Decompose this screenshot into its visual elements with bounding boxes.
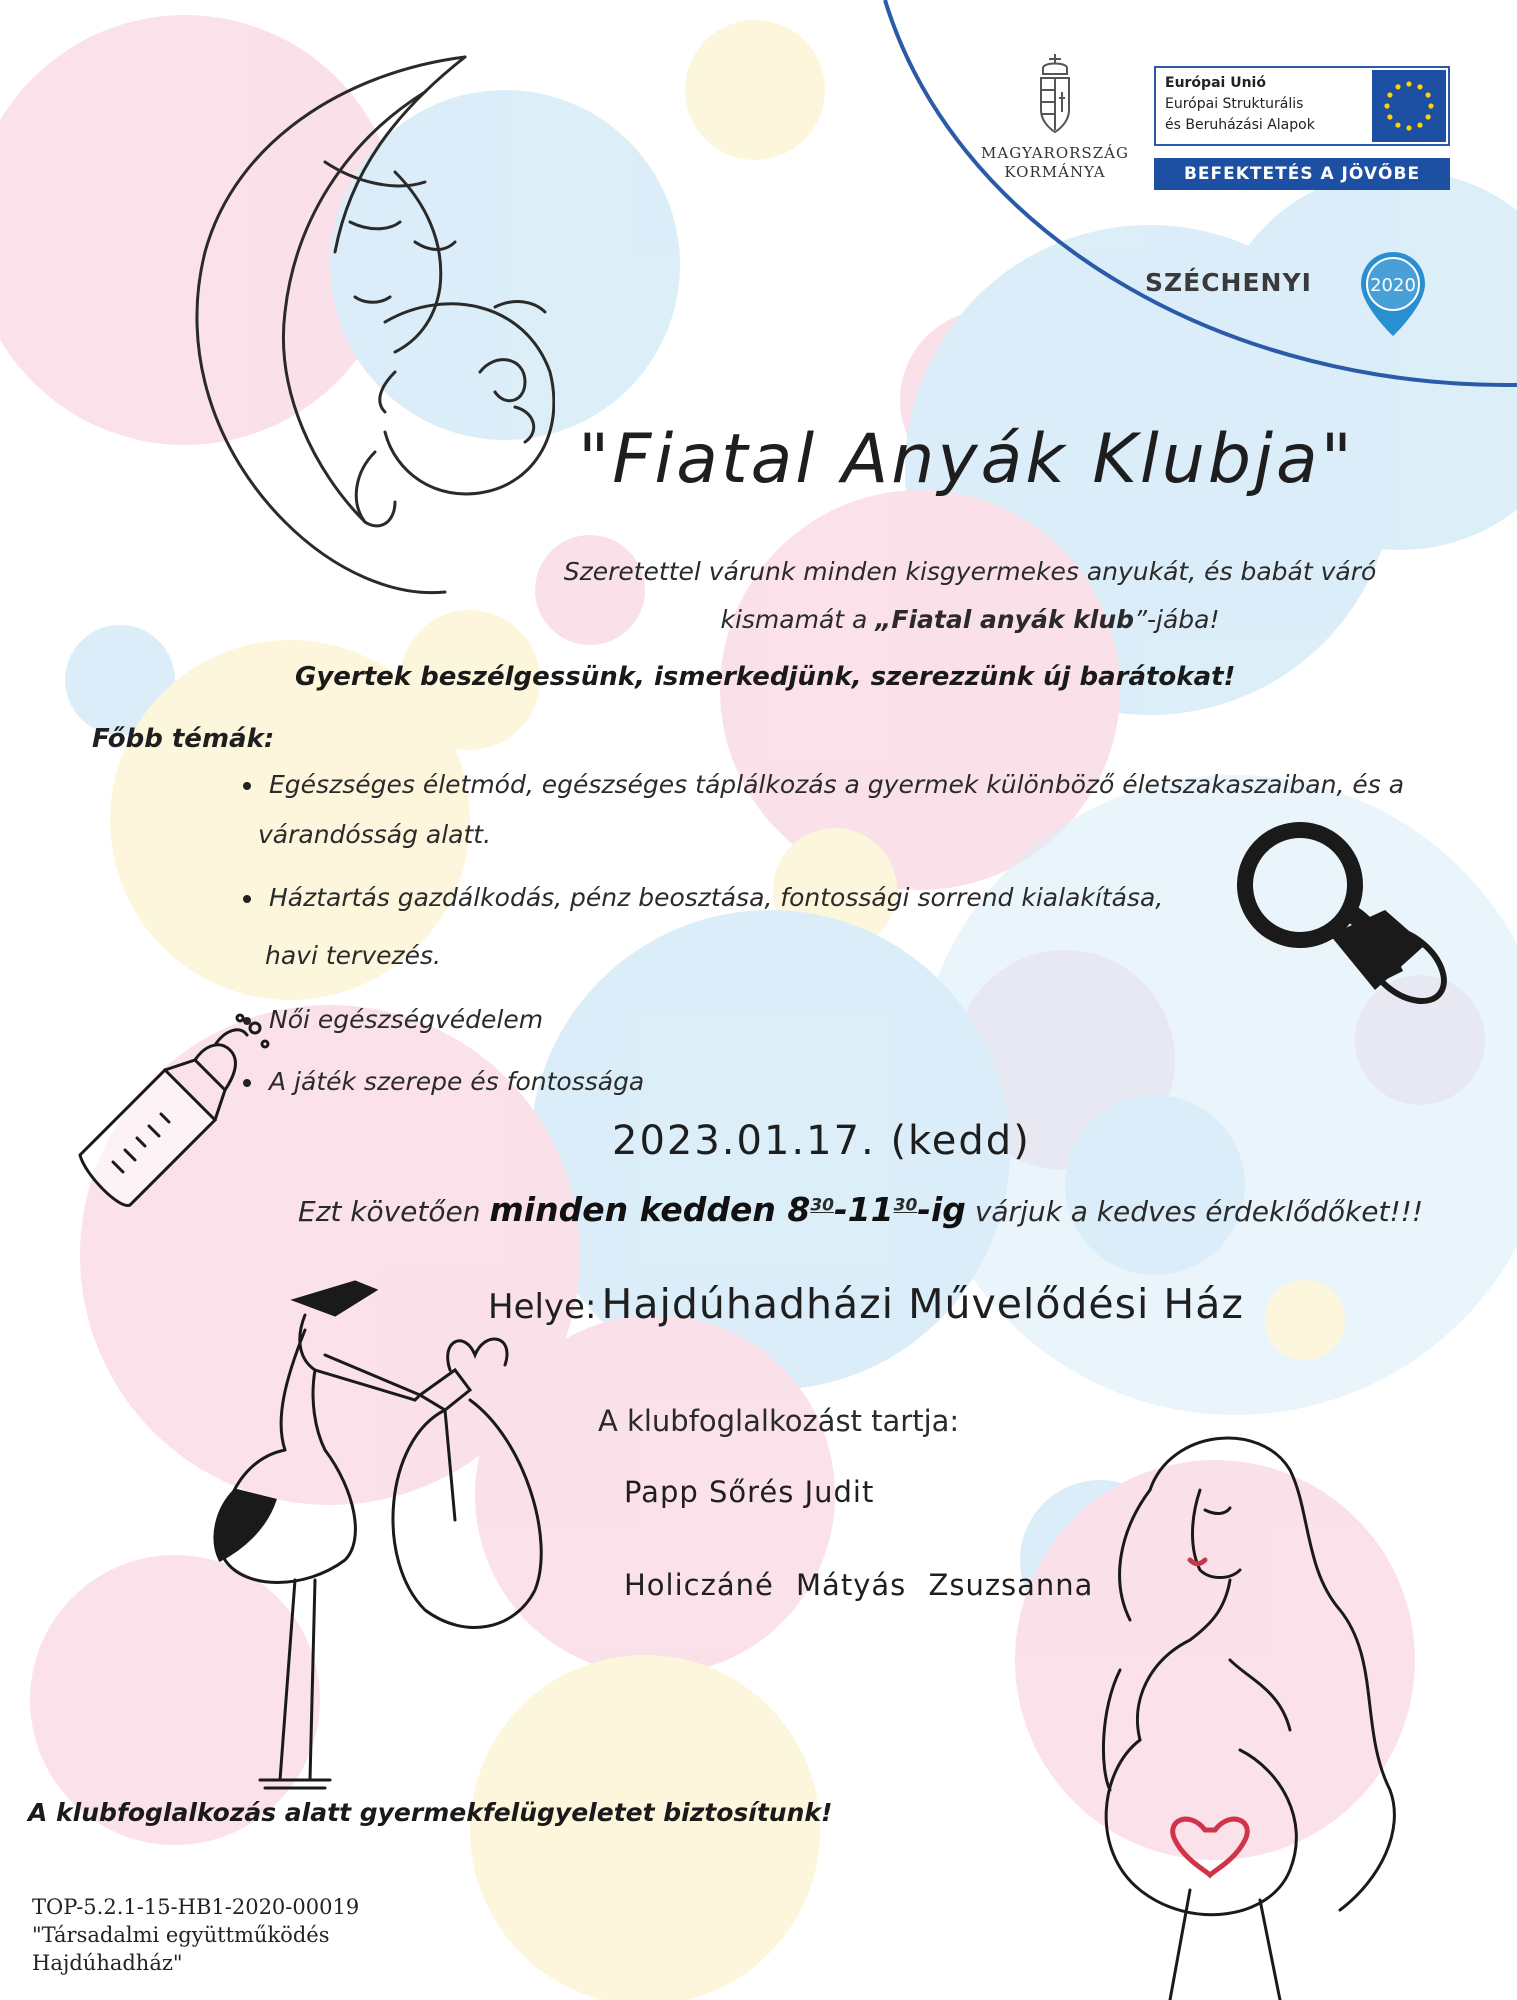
eu-funds-line1: Európai Strukturális <box>1165 96 1304 112</box>
eu-star <box>1406 81 1411 86</box>
eu-star <box>1426 114 1431 119</box>
project-footer <box>32 1893 359 1977</box>
topic-item <box>243 994 543 1046</box>
heart-icon <box>1173 1819 1248 1875</box>
topic-item <box>243 872 1163 924</box>
topic-item-continuation <box>265 930 441 982</box>
stork-illustration <box>205 1260 605 1810</box>
eu-star <box>1428 103 1433 108</box>
eu-star <box>1387 114 1392 119</box>
eu-logo <box>1154 66 1450 146</box>
baby-bottle-illustration <box>65 1010 275 1210</box>
organizers-heading: A klubfoglalkozást tartja: <box>598 1404 960 1438</box>
eu-flag-icon <box>1372 70 1446 142</box>
eu-star <box>1395 123 1400 128</box>
szechenyi-pin-icon <box>1357 248 1429 340</box>
project-name-line2: Hajdúhadház" <box>32 1951 183 1975</box>
schedule-start-minutes: 30 <box>810 1195 834 1216</box>
topic-item <box>243 759 1404 811</box>
project-code: TOP-5.2.1-15-HB1-2020-00019 <box>32 1895 360 1919</box>
project-name-line1: "Társadalmi együttműködés <box>32 1923 330 1947</box>
topic-1-line1: Egészséges életmód, egészséges táplálkozás a gyermek különböző életszakaszaiban, és a <box>269 770 1405 799</box>
eu-star <box>1406 125 1411 130</box>
childcare-note: A klubfoglalkozás alatt gyermekfelügyeletet biztosítunk! <box>28 1798 833 1827</box>
welcome-line2 <box>520 596 1420 644</box>
topic-item-continuation <box>258 809 491 861</box>
schedule-pre: Ezt követően <box>298 1195 490 1228</box>
eu-star <box>1384 103 1389 108</box>
eu-funds-line2: és Beruházási Alapok <box>1165 117 1315 133</box>
eu-star <box>1395 84 1400 89</box>
tagline: Gyertek beszélgessünk, ismerkedjünk, szerezzünk új barátokat! <box>295 662 1236 692</box>
venue-label: Helye: <box>488 1287 597 1327</box>
page-title: "Fiatal Anyák Klubja" <box>578 420 1355 499</box>
topics-heading: Főbb témák: <box>92 724 275 754</box>
mother-baby-illustration <box>95 52 555 612</box>
schedule-bold3: -ig <box>917 1190 966 1229</box>
szechenyi-year: 2020 <box>1370 275 1416 296</box>
schedule-text <box>298 1190 1423 1229</box>
eu-name: Európai Unió <box>1165 75 1266 91</box>
schedule-bold1: minden kedden 8 <box>489 1190 811 1229</box>
welcome-club-name: „Fiatal anyák klub <box>875 605 1135 634</box>
szechenyi-logo <box>1145 268 1312 297</box>
organizer-name: Holiczáné Mátyás Zsuzsanna <box>624 1568 1094 1602</box>
topic-4-line1: A játék szerepe és fontossága <box>269 1067 645 1096</box>
event-date: 2023.01.17. (kedd) <box>612 1118 1031 1164</box>
topic-2-line1: Háztartás gazdálkodás, pénz beosztása, fontossági sorrend kialakítása, <box>269 883 1164 912</box>
venue-name: Hajdúhadházi Művelődési Ház <box>601 1280 1244 1328</box>
topic-3-line1: Női egészségvédelem <box>269 1005 544 1034</box>
hungarian-coat-of-arms-icon <box>1035 52 1075 140</box>
government-name-line1: MAGYARORSZÁG <box>981 144 1129 162</box>
investment-banner: BEFEKTETÉS A JÖVŐBE <box>1154 158 1450 190</box>
pacifier-illustration <box>1235 815 1465 1025</box>
bullet-icon <box>243 895 251 903</box>
szechenyi-label: SZÉCHENYI <box>1145 268 1312 297</box>
schedule-bold2: -11 <box>833 1190 894 1229</box>
schedule-end-minutes: 30 <box>893 1195 918 1216</box>
government-logo <box>980 52 1130 182</box>
topic-2-line2: havi tervezés. <box>265 941 441 970</box>
organizer-name: Papp Sőrés Judit <box>624 1475 875 1509</box>
bullet-icon <box>243 782 251 790</box>
topic-1-line2: várandósság alatt. <box>258 820 492 849</box>
eu-star <box>1417 123 1422 128</box>
welcome-text <box>520 548 1420 644</box>
topic-item <box>243 1056 644 1108</box>
eu-star <box>1426 92 1431 97</box>
schedule-post: várjuk a kedves érdeklődőket!!! <box>965 1195 1424 1228</box>
government-name-line2: KORMÁNYA <box>1004 163 1106 181</box>
welcome-line1: Szeretettel várunk minden kisgyermekes anyukát, és babát váró <box>563 557 1377 586</box>
eu-star <box>1387 92 1392 97</box>
pregnant-woman-illustration <box>1040 1410 1440 2000</box>
welcome-line2-pre: kismamát a <box>720 605 876 634</box>
eu-star <box>1417 84 1422 89</box>
welcome-line2-post: ”-jába! <box>1134 605 1220 634</box>
